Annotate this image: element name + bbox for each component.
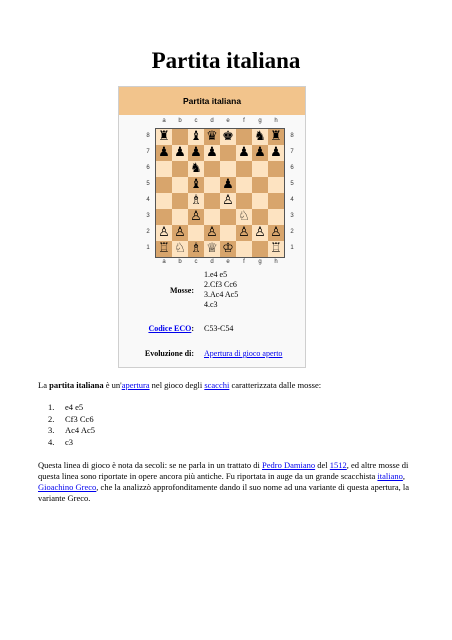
- move-entry: 3.Ac4 Ac5: [204, 290, 239, 299]
- board-coordinate-label: g: [258, 259, 262, 265]
- board-square-b8: [172, 129, 188, 145]
- board-square-g3: [252, 209, 268, 225]
- history-paragraph: [38, 460, 420, 504]
- chess-piece: ♙: [206, 225, 218, 240]
- eco-value: C53-C54: [204, 324, 234, 333]
- board-coordinate-label: c: [194, 259, 198, 265]
- board-coordinate-label: 1: [146, 245, 150, 251]
- list-item-number: 2.: [48, 413, 55, 424]
- chess-piece: ♟: [206, 145, 218, 160]
- chess-piece: ♖: [270, 241, 282, 256]
- board-square-h2: [268, 225, 284, 241]
- link-scacchi[interactable]: scacchi: [204, 380, 230, 390]
- chess-piece: ♙: [190, 209, 202, 224]
- list-item-text: Ac4 Ac5: [65, 425, 95, 435]
- link-gioachino-greco[interactable]: Gioachino Greco: [38, 482, 97, 492]
- moves-values: [204, 270, 238, 310]
- board-square-g4: [252, 193, 268, 209]
- chess-piece: ♔: [222, 241, 234, 256]
- eco-label-cell: [118, 324, 194, 333]
- board-square-b7: [172, 145, 188, 161]
- chess-piece: ♟: [158, 145, 170, 160]
- moves-row: [118, 270, 304, 320]
- board-square-h1: [268, 241, 284, 257]
- board-square-f4: [236, 193, 252, 209]
- board-coordinate-label: 4: [290, 197, 294, 203]
- link-pedro-damiano[interactable]: Pedro Damiano: [262, 460, 316, 470]
- board-square-c8: [188, 129, 204, 145]
- board-square-c3: [188, 209, 204, 225]
- move-entry: 1.e4 e5: [204, 270, 228, 279]
- board-coordinate-label: 6: [146, 165, 150, 171]
- board-square-a3: [156, 209, 172, 225]
- chess-piece: ♙: [158, 225, 170, 240]
- chess-piece: ♘: [238, 209, 250, 224]
- chess-piece: ♚: [222, 129, 234, 144]
- board-square-c7: [188, 145, 204, 161]
- board-coordinate-label: b: [178, 259, 182, 265]
- list-item: [48, 414, 95, 426]
- chess-piece: ♜: [270, 129, 282, 144]
- board-square-g8: [252, 129, 268, 145]
- chess-piece: ♟: [174, 145, 186, 160]
- chess-piece: ♙: [222, 193, 234, 208]
- board-square-c2: [188, 225, 204, 241]
- board-square-g6: [252, 161, 268, 177]
- chess-board: [155, 128, 285, 258]
- board-coordinate-label: d: [210, 259, 214, 265]
- chess-piece: ♞: [254, 129, 266, 144]
- list-item-text: c3: [65, 436, 74, 447]
- board-coordinate-label: h: [274, 118, 278, 124]
- board-square-h3: [268, 209, 284, 225]
- board-square-h6: [268, 161, 284, 177]
- evolution-row: [118, 349, 304, 361]
- chess-piece: ♕: [206, 241, 218, 256]
- board-square-a1: [156, 241, 172, 257]
- intro-text: caratterizzata dalle mosse:: [229, 380, 322, 390]
- board-coordinate-label: 8: [290, 133, 294, 139]
- board-square-f3: [236, 209, 252, 225]
- list-item-number: 3.: [48, 425, 55, 435]
- board-coordinate-label: d: [210, 118, 214, 124]
- board-coordinate-label: a: [162, 118, 166, 124]
- chess-piece: ♗: [190, 241, 202, 256]
- board-square-b4: [172, 193, 188, 209]
- board-square-e2: [220, 225, 236, 241]
- history-text: del: [315, 460, 330, 470]
- move-entry: 4.c3: [204, 300, 218, 309]
- board-coordinate-label: 6: [290, 165, 294, 171]
- chess-piece: ♗: [190, 193, 202, 208]
- board-square-c1: [188, 241, 204, 257]
- board-square-b1: [172, 241, 188, 257]
- list-item-number: 1.: [48, 402, 55, 412]
- board-coordinate-label: 2: [290, 229, 294, 235]
- list-item: [48, 402, 95, 414]
- board-square-b6: [172, 161, 188, 177]
- evolution-value-cell: [204, 349, 282, 358]
- board-square-f6: [236, 161, 252, 177]
- board-coordinate-label: c: [194, 118, 198, 124]
- board-coordinate-label: 2: [146, 229, 150, 235]
- board-coordinate-label: 1: [290, 245, 294, 251]
- intro-text: è un': [103, 380, 122, 390]
- board-square-d5: [204, 177, 220, 193]
- chess-piece: ♟: [222, 177, 234, 192]
- board-square-e8: [220, 129, 236, 145]
- board-square-e6: [220, 161, 236, 177]
- board-square-f7: [236, 145, 252, 161]
- chess-piece: ♝: [190, 129, 202, 144]
- chess-piece: ♙: [174, 225, 186, 240]
- history-text: Questa linea di gioco è nota da secoli: se ne parla in un trattato di: [38, 460, 262, 470]
- board-square-b5: [172, 177, 188, 193]
- board-square-a7: [156, 145, 172, 161]
- board-square-f2: [236, 225, 252, 241]
- evolution-link[interactable]: Apertura di gioco aperto: [204, 349, 283, 358]
- intro-paragraph: [38, 380, 418, 391]
- board-square-f8: [236, 129, 252, 145]
- board-square-g2: [252, 225, 268, 241]
- board-coordinate-label: a: [162, 259, 166, 265]
- chess-piece: ♙: [270, 225, 282, 240]
- board-coordinate-label: f: [243, 118, 245, 124]
- board-square-d4: [204, 193, 220, 209]
- board-coordinate-label: 4: [146, 197, 150, 203]
- list-item: [48, 437, 95, 449]
- move-list: [48, 402, 95, 448]
- board-coordinate-label: 3: [290, 213, 294, 219]
- intro-bold-term: partita italiana: [49, 380, 104, 390]
- board-coordinate-label: g: [258, 118, 262, 124]
- history-text: , ed altre mosse di questa linea sono riportate in opere ancora più antiche. Fu riportata in auge da un grande scacchista: [38, 460, 409, 481]
- chess-piece: ♙: [254, 225, 266, 240]
- moves-label: Mosse:: [170, 286, 194, 295]
- chess-piece: ♞: [190, 161, 202, 176]
- list-item-text: Cf3 Cc6: [65, 413, 94, 424]
- board-coordinate-label: 7: [290, 149, 294, 155]
- page-title: Partita italiana: [151, 48, 301, 73]
- board-square-f5: [236, 177, 252, 193]
- board-square-a4: [156, 193, 172, 209]
- board-square-h4: [268, 193, 284, 209]
- history-text: ,: [402, 471, 406, 481]
- chess-piece: ♖: [158, 241, 170, 256]
- link-italiano[interactable]: italiano: [377, 471, 403, 481]
- chess-piece: ♟: [238, 145, 250, 160]
- list-item-text: e4 e5: [65, 402, 84, 412]
- history-text: , che la analizzò approfonditamente dando il suo nome ad una variante di questa apertura, la variante Greco.: [38, 482, 410, 503]
- board-square-b3: [172, 209, 188, 225]
- board-square-e1: [220, 241, 236, 257]
- board-coordinate-label: e: [226, 118, 230, 124]
- link-apertura[interactable]: apertura: [121, 380, 150, 390]
- chess-piece: ♙: [238, 225, 250, 240]
- list-item-number: 4.: [48, 436, 55, 447]
- board-square-a8: [156, 129, 172, 145]
- board-square-c5: [188, 177, 204, 193]
- list-item: [48, 425, 95, 437]
- board-square-d2: [204, 225, 220, 241]
- board-square-h8: [268, 129, 284, 145]
- board-coordinate-label: 3: [146, 213, 150, 219]
- eco-code-link[interactable]: Codice ECO: [148, 324, 192, 333]
- board-square-g5: [252, 177, 268, 193]
- board-square-c6: [188, 161, 204, 177]
- board-coordinate-label: 8: [146, 133, 150, 139]
- board-square-b2: [172, 225, 188, 241]
- chess-piece: ♛: [206, 129, 218, 144]
- chess-piece: ♘: [174, 241, 186, 256]
- board-square-h5: [268, 177, 284, 193]
- chess-piece: ♟: [190, 145, 202, 160]
- evolution-label: Evoluzione di:: [144, 349, 194, 358]
- intro-text: nel gioco degli: [149, 380, 205, 390]
- board-square-d8: [204, 129, 220, 145]
- chess-piece: ♜: [158, 129, 170, 144]
- board-square-a2: [156, 225, 172, 241]
- board-square-d7: [204, 145, 220, 161]
- board-square-e5: [220, 177, 236, 193]
- intro-text: La: [38, 380, 50, 390]
- infobox-header: Partita italiana: [119, 87, 305, 115]
- move-entry: 2.Cf3 Cc6: [204, 280, 237, 289]
- board-square-a6: [156, 161, 172, 177]
- board-square-d1: [204, 241, 220, 257]
- board-square-e7: [220, 145, 236, 161]
- board-square-g1: [252, 241, 268, 257]
- chess-piece: ♟: [270, 145, 282, 160]
- board-square-c4: [188, 193, 204, 209]
- board-coordinate-label: 5: [290, 181, 294, 187]
- board-coordinate-label: h: [274, 259, 278, 265]
- chess-piece: ♝: [190, 177, 202, 192]
- board-coordinate-label: f: [243, 259, 245, 265]
- board-coordinate-label: b: [178, 118, 182, 124]
- chess-piece: ♟: [254, 145, 266, 160]
- board-square-h7: [268, 145, 284, 161]
- link-1512[interactable]: 1512: [329, 460, 347, 470]
- board-square-e3: [220, 209, 236, 225]
- board-coordinate-label: e: [226, 259, 230, 265]
- eco-colon: :: [191, 324, 194, 333]
- board-coordinate-label: 7: [146, 149, 150, 155]
- board-square-e4: [220, 193, 236, 209]
- board-square-f1: [236, 241, 252, 257]
- board-coordinate-label: 5: [146, 181, 150, 187]
- eco-row: [118, 324, 304, 336]
- board-square-d3: [204, 209, 220, 225]
- board-square-d6: [204, 161, 220, 177]
- board-square-g7: [252, 145, 268, 161]
- board-square-a5: [156, 177, 172, 193]
